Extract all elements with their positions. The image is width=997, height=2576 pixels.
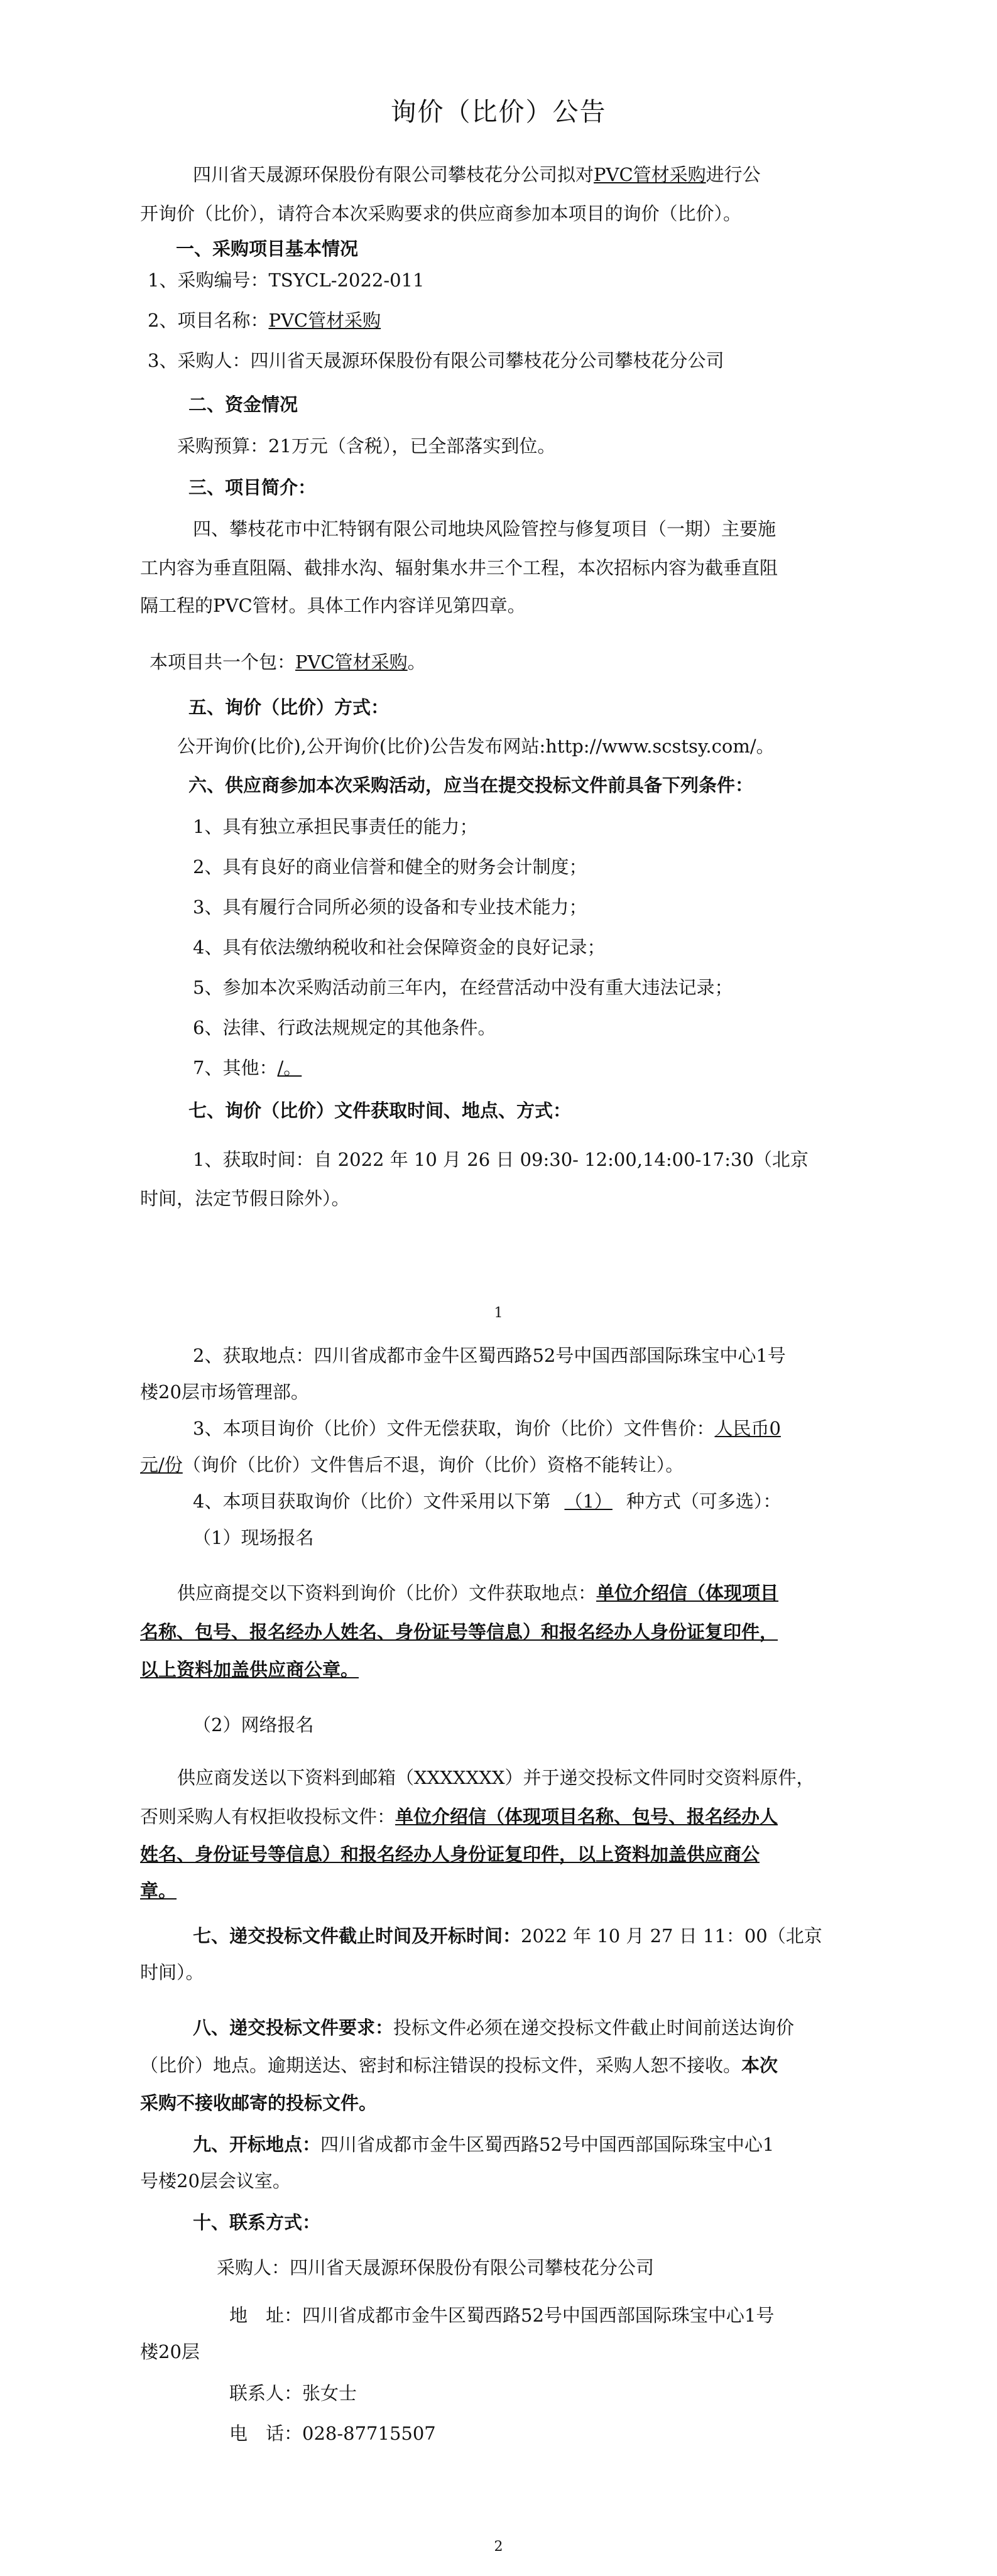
method-line: 4、本项目获取询价（比价）文件采用以下第 （1） 种方式（可多选）： bbox=[193, 1491, 782, 1512]
online-line-4: 章。 bbox=[140, 1880, 177, 1901]
page-number-1: 1 bbox=[494, 1305, 503, 1321]
contact-address-line-2: 楼20层 bbox=[140, 2341, 200, 2362]
intro-para-line-1: 四、攀枝花市中汇特钢有限公司地块风险管控与修复项目（一期）主要施 bbox=[193, 518, 776, 540]
get-time-line-2: 时间，法定节假日除外）。 bbox=[140, 1188, 350, 1209]
section-10-heading: 十、联系方式： bbox=[193, 2212, 321, 2233]
condition-1: 1、具有独立承担民事责任的能力； bbox=[193, 816, 478, 837]
deadline-line-1: 七、递交投标文件截止时间及开标时间：2022 年 10 月 27 日 11：00（北京 bbox=[193, 1925, 822, 1947]
onsite-line-3: 以上资料加盖供应商公章。 bbox=[140, 1659, 359, 1680]
opening-location-line-2: 号楼20层会议室。 bbox=[140, 2170, 291, 2192]
page-number-2: 2 bbox=[494, 2539, 503, 2555]
intro-para-line-2: 工内容为垂直阻隔、截排水沟、辐射集水井三个工程，本次招标内容为截垂直阻 bbox=[140, 557, 778, 579]
purchaser: 3、采购人：四川省天晟源环保股份有限公司攀枝花分公司攀枝花分公司 bbox=[148, 350, 724, 371]
package-line: 本项目共一个包：PVC管材采购。 bbox=[150, 651, 426, 673]
inquiry-method: 公开询价(比价),公开询价(比价)公告发布网站:http://www.scstsy.com/。 bbox=[177, 736, 775, 757]
condition-7: 7、其他：/。 bbox=[193, 1057, 302, 1079]
deadline-line-2: 时间）。 bbox=[140, 1962, 204, 1983]
purchase-code: 1、采购编号：TSYCL-2022-011 bbox=[148, 269, 425, 291]
section-7-heading: 七、询价（比价）文件获取时间、地点、方式： bbox=[188, 1100, 572, 1121]
section-5-heading: 五、询价（比价）方式： bbox=[188, 697, 390, 718]
online-line-1: 供应商发送以下资料到邮箱（XXXXXXX）并于递交投标文件同时交资料原件， bbox=[177, 1767, 815, 1788]
fee-line-1: 3、本项目询价（比价）文件无偿获取，询价（比价）文件售价：人民币0 bbox=[193, 1418, 781, 1439]
section-1-heading: 一、采购项目基本情况 bbox=[176, 238, 359, 259]
project-name-underlined: PVC管材采购 bbox=[594, 164, 706, 185]
online-line-3: 姓名、身份证号等信息）和报名经办人身份证复印件，以上资料加盖供应商公 bbox=[140, 1844, 760, 1865]
submission-line-3: 采购不接收邮寄的投标文件。 bbox=[140, 2092, 378, 2114]
contact-purchaser: 采购人：四川省天晟源环保股份有限公司攀枝花分公司 bbox=[217, 2257, 655, 2278]
submission-line-1: 八、递交投标文件要求：投标文件必须在递交投标文件截止时间前送达询价 bbox=[193, 2017, 795, 2038]
get-time-line-1: 1、获取时间：自 2022 年 10 月 26 日 09:30- 12:00,14:00-17:30（北京 bbox=[193, 1149, 809, 1170]
onsite-line-1: 供应商提交以下资料到询价（比价）文件获取地点：单位介绍信（体现项目 bbox=[177, 1582, 779, 1604]
online-registration: （2）网络报名 bbox=[193, 1714, 314, 1736]
intro-line-1: 四川省天晟源环保股份有限公司攀枝花分公司拟对PVC管材采购进行公 bbox=[193, 164, 761, 185]
intro-para-line-3: 隔工程的PVC管材。具体工作内容详见第四章。 bbox=[140, 595, 526, 616]
onsite-line-2: 名称、包号、报名经办人姓名、身份证号等信息）和报名经办人身份证复印件， bbox=[140, 1621, 778, 1643]
page-title: 询价（比价）公告 bbox=[390, 97, 607, 127]
condition-4: 4、具有依法缴纳税收和社会保障资金的良好记录； bbox=[193, 937, 606, 958]
online-line-2: 否则采购人有权拒收投标文件：单位介绍信（体现项目名称、包号、报名经办人 bbox=[140, 1806, 778, 1827]
get-location-line-2: 楼20层市场管理部。 bbox=[140, 1381, 309, 1403]
condition-2: 2、具有良好的商业信誉和健全的财务会计制度； bbox=[193, 856, 587, 878]
fee-line-2: 元/份（询价（比价）文件售后不退，询价（比价）资格不能转让）。 bbox=[140, 1454, 684, 1475]
project-name: 2、项目名称：PVC管材采购 bbox=[148, 310, 381, 331]
section-3-heading: 三、项目简介： bbox=[188, 477, 317, 498]
contact-address-line-1: 地 址：四川省成都市金牛区蜀西路52号中国西部国际珠宝中心1号 bbox=[229, 2305, 775, 2326]
section-2-heading: 二、资金情况 bbox=[188, 394, 298, 415]
condition-6: 6、法律、行政法规规定的其他条件。 bbox=[193, 1017, 496, 1038]
intro-line-2: 开询价（比价），请符合本次采购要求的供应商参加本项目的询价（比价）。 bbox=[140, 203, 742, 224]
contact-phone: 电 话：028-87715507 bbox=[229, 2423, 436, 2444]
budget: 采购预算：21万元（含税），已全部落实到位。 bbox=[177, 435, 556, 457]
submission-line-2: （比价）地点。逾期送达、密封和标注错误的投标文件，采购人恕不接收。本次 bbox=[140, 2055, 778, 2076]
get-location-line-1: 2、获取地点：四川省成都市金牛区蜀西路52号中国西部国际珠宝中心1号 bbox=[193, 1345, 786, 1366]
contact-person: 联系人：张女士 bbox=[229, 2383, 357, 2404]
condition-5: 5、参加本次采购活动前三年内，在经营活动中没有重大违法记录； bbox=[193, 977, 733, 998]
onsite-registration: （1）现场报名 bbox=[193, 1527, 314, 1548]
condition-3: 3、具有履行合同所必须的设备和专业技术能力； bbox=[193, 896, 587, 918]
section-6-heading: 六、供应商参加本次采购活动，应当在提交投标文件前具备下列条件： bbox=[188, 774, 754, 796]
opening-location-line-1: 九、开标地点：四川省成都市金牛区蜀西路52号中国西部国际珠宝中心1 bbox=[193, 2134, 775, 2155]
